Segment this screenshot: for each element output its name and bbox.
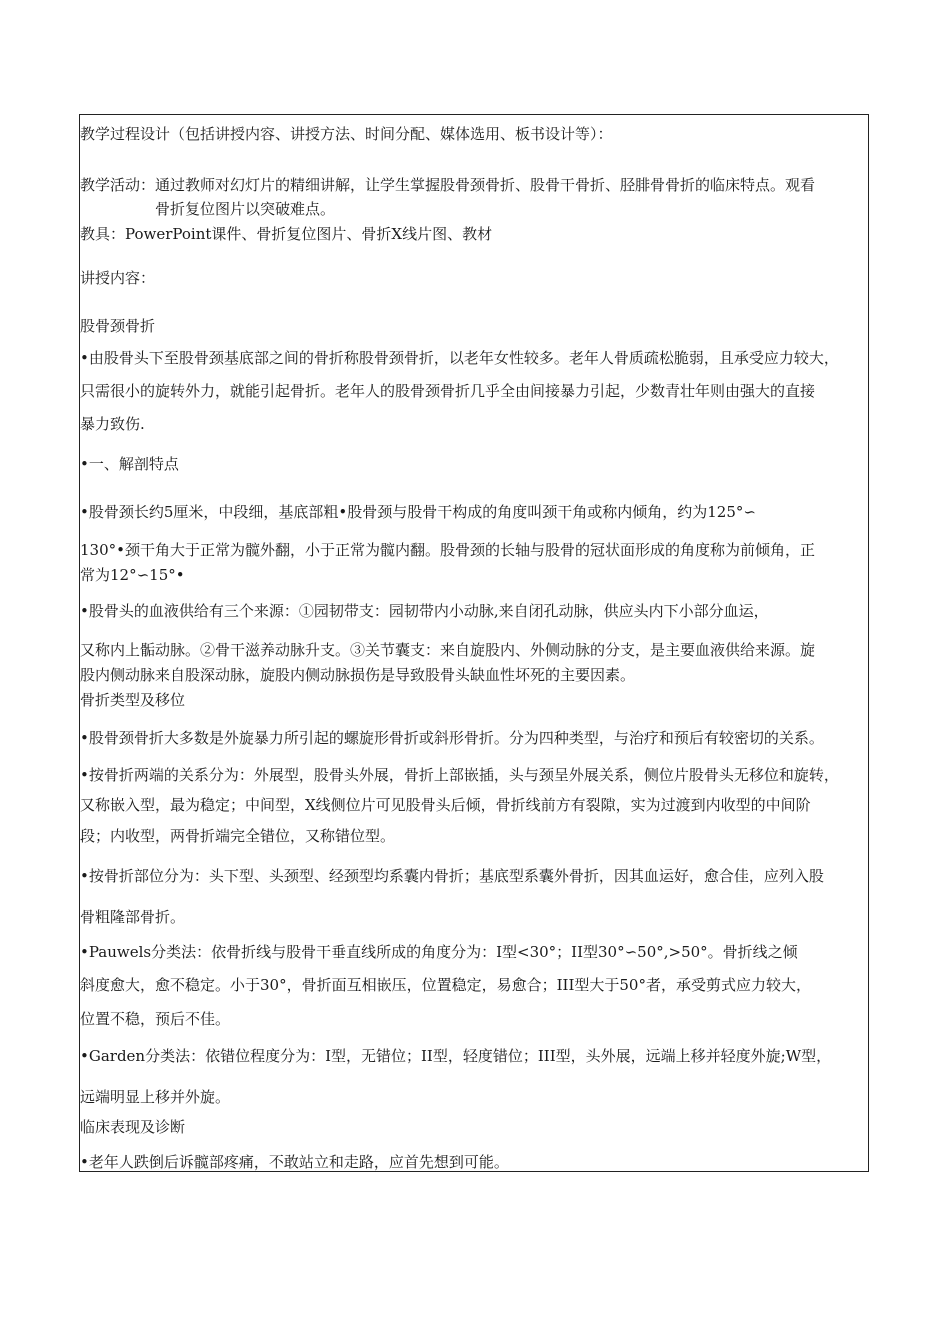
clinical-para-1: •老年人跌倒后诉髋部疼痛，不敢站立和走路，应首先想到可能。 [80, 1153, 509, 1171]
section-title: 股骨颈骨折 [80, 317, 156, 335]
types-para-3-line-2: 骨粗隆部骨折。 [80, 908, 186, 926]
types-para-2-line-1: •按骨折两端的关系分为：外展型，股骨头外展，骨折上部嵌插，头与颈呈外展关系，侧位片股骨头无移位和旋转， [80, 766, 839, 784]
types-para-4-line-3: 位置不稳，预后不佳。 [80, 1010, 231, 1028]
teaching-activity-line-1: 教学活动：通过教师对幻灯片的精细讲解，让学生掌握股骨颈骨折、股骨干骨折、胫腓骨骨折的临床特点。观看 [80, 176, 816, 194]
types-para-4-line-2: 斜度愈大，愈不稳定。小于30°，骨折面互相嵌压，位置稳定，易愈合；III型大于50°者，承受剪式应力较大， [80, 976, 811, 994]
anatomy-para-2-line-1: •股骨头的血液供给有三个来源：①园韧带支：园韧带内小动脉,来自闭孔动脉，供应头内下小部分血运， [80, 602, 769, 620]
intro-line-1: •由股骨头下至股骨颈基底部之间的骨折称股骨颈骨折，以老年女性较多。老年人骨质疏松脆弱，且承受应力较大， [80, 349, 839, 367]
teaching-tools: 教具：PowerPoint课件、骨折复位图片、骨折X线片图、教材 [80, 225, 493, 243]
types-para-5-line-2: 远端明显上移并外旋。 [80, 1088, 231, 1106]
types-para-2-line-2: 又称嵌入型，最为稳定；中间型，X线侧位片可见股骨头后倾，骨折线前方有裂隙，实为过渡到内收型的中间阶 [80, 796, 811, 814]
types-heading: 骨折类型及移位 [80, 691, 186, 709]
anatomy-para-1-line-1: •股骨颈长约5厘米，中段细，基底部粗•股骨颈与股骨干构成的角度叫颈干角或称内倾角，约为125°∽ [80, 503, 756, 521]
intro-line-3: 暴力致伤. [80, 415, 145, 433]
types-para-2-line-3: 段；内收型，两骨折端完全错位，又称错位型。 [80, 827, 396, 845]
types-para-5-line-1: •Garden分类法：依错位程度分为：I型，无错位；II型，轻度错位；III型，头外展，远端上移并轻度外旋;W型， [80, 1047, 832, 1065]
types-para-3-line-1: •按骨折部位分为：头下型、头颈型、经颈型均系囊内骨折；基底型系囊外骨折，因其血运好，愈合佳，应列入股 [80, 867, 824, 885]
anatomy-heading: •一、解剖特点 [80, 455, 179, 473]
anatomy-para-1-line-2: 130°•颈干角大于正常为髋外翻，小于正常为髋内翻。股骨颈的长轴与股骨的冠状面形成的角度称为前倾角，正 [80, 541, 815, 559]
types-para-1: •股骨颈骨折大多数是外旋暴力所引起的螺旋形骨折或斜形骨折。分为四种类型，与治疗和预后有较密切的关系。 [80, 729, 824, 747]
anatomy-para-2-line-3: 股内侧动脉来自股深动脉，旋股内侧动脉损伤是导致股骨头缺血性坏死的主要因素。 [80, 666, 636, 684]
section-header: 教学过程设计（包括讲授内容、讲授方法、时间分配、媒体选用、板书设计等）： [80, 125, 613, 143]
types-para-4-line-1: •Pauwels分类法：依骨折线与股骨干垂直线所成的角度分为：I型<30°；II型30°∽50°,>50°。骨折线之倾 [80, 943, 798, 961]
anatomy-para-1-line-3: 常为12°∽15°• [80, 566, 185, 584]
anatomy-para-2-line-2: 又称内上骺动脉。②骨干滋养动脉升支。③关节囊支：来自旋股内、外侧动脉的分支，是主要血液供给来源。旋 [80, 641, 816, 659]
content-heading: 讲授内容： [80, 269, 156, 287]
clinical-heading: 临床表现及诊断 [80, 1118, 186, 1136]
teaching-activity-line-2: 骨折复位图片以突破难点。 [155, 200, 336, 218]
intro-line-2: 只需很小的旋转外力，就能引起骨折。老年人的股骨颈骨折几乎全由间接暴力引起，少数青壮年则由强大的直接 [80, 382, 816, 400]
